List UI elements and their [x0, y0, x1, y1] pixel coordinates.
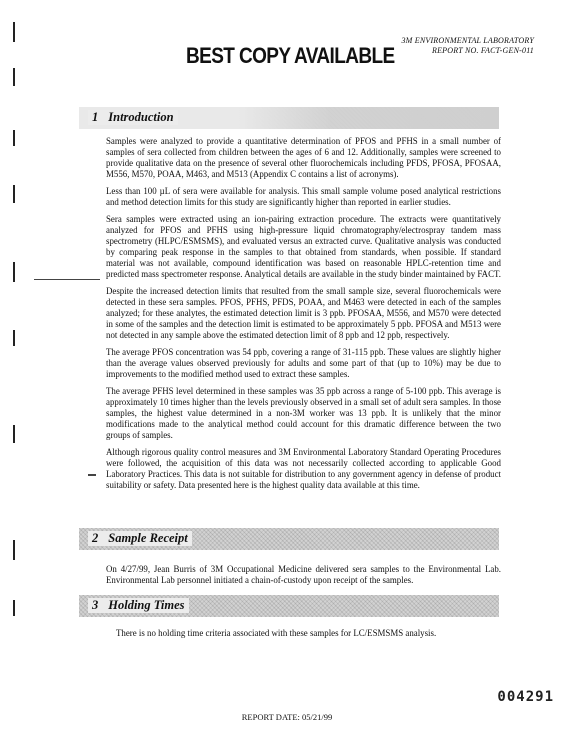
paragraph: The average PFOS concentration was 54 ppb, covering a range of 31-115 ppb. These values are slightly higher than the average values observed previously for adults and some part of that (up to 10%) may be due to improvements to the modified method used to extract these samples. — [106, 347, 501, 379]
paragraph: The average PFHS level determined in these samples was 35 ppb across a range of 5-100 ppb. This average is approximately 10 times higher than the levels previously observed in a small set of adult sera samples. In those samples, the highest value determined in a non-3M worker was 13 ppb. It is unlikely that the minor modifications made to the analytical method could account for this dramatic difference between the two groups of samples. — [106, 386, 501, 440]
section-number: 3 — [92, 598, 99, 612]
paragraph: Less than 100 µL of sera were available for analysis. This small sample volume posed analytical restrictions and method detection limits for this study are significantly higher than reported in earlier studies. — [106, 186, 501, 207]
binder-hole-mark — [13, 130, 15, 146]
binder-hole-mark — [13, 600, 15, 616]
introduction-body — [106, 136, 501, 497]
lab-header — [401, 36, 534, 56]
binder-hole-mark — [13, 425, 15, 443]
binder-hole-mark — [13, 68, 15, 86]
section-number: 1 — [92, 110, 99, 124]
section-header-holding-times — [79, 595, 499, 617]
margin-mark — [88, 474, 96, 476]
report-number: REPORT NO. FACT-GEN-011 — [431, 46, 534, 55]
section-title: Introduction — [108, 110, 174, 124]
holding-times-body — [116, 628, 501, 645]
document-number: 004291 — [497, 689, 554, 705]
best-copy-stamp: BEST COPY AVAILABLE — [186, 44, 395, 69]
section-title: Sample Receipt — [108, 531, 188, 545]
sample-receipt-body — [106, 564, 501, 592]
paragraph: On 4/27/99, Jean Burris of 3M Occupational Medicine delivered sera samples to the Environmental Lab. Environmental Lab personnel initiated a chain-of-custody upon receipt of the samples. — [106, 564, 501, 585]
report-date: REPORT DATE: 05/21/99 — [241, 712, 333, 722]
section-header-sample-receipt — [79, 528, 499, 550]
paragraph: Despite the increased detection limits that resulted from the small sample size, several fluorochemicals were detected in these sera samples. PFOS, PFHS, PFDS, POAA, and M463 were detected in each of the samples analyzed; for these analytes, the estimated detection limit is 3 ppb. PFOSAA, M556, and M570 were detected in some of the samples and the detection limit is estimated to be approximately 5 ppb. PFOSA and M513 were not detected in any sample above the estimated detection limit of 8 ppb and 12 ppb, respectively. — [106, 286, 501, 340]
section-number: 2 — [92, 531, 99, 545]
paragraph: Sera samples were extracted using an ion-pairing extraction procedure. The extracts were quantitatively analyzed for PFOS and PFHS using high-pressure liquid chromatography/electrospray tandem mass spectrometry (HLPC/ESMSMS), and evaluated versus an extracted curve. Qualitative analysis was conducted by comparing peak response in the samples to that obtained from standards, when possible. If standard material was not available, compound identification was based on reasonable HPLC-retention time and predicted mass spectrometer response. Analytical details are available in the study binder maintained by FACT. — [106, 214, 501, 279]
binder-hole-mark — [13, 22, 15, 42]
binder-hole-mark — [13, 185, 15, 203]
section-header-introduction — [79, 107, 499, 129]
lab-name: 3M ENVIRONMENTAL LABORATORY — [401, 36, 534, 45]
margin-mark — [34, 279, 100, 280]
paragraph: Samples were analyzed to provide a quantitative determination of PFOS and PFHS in a small number of samples of sera collected from children between the ages of 6 and 12. Additionally, samples were screened to provide qualitative data on the presence of several other fluorochemicals including PFDS, PFOSA, PFOSAA, M556, M570, POAA, M463, and M513 (Appendix C contains a list of acronyms). — [106, 136, 501, 179]
binder-hole-mark — [13, 540, 15, 560]
binder-hole-mark — [13, 262, 15, 282]
paragraph: There is no holding time criteria associated with these samples for LC/ESMSMS analysis. — [116, 628, 437, 638]
binder-hole-mark — [13, 330, 15, 346]
section-title: Holding Times — [108, 598, 185, 612]
paragraph: Although rigorous quality control measures and 3M Environmental Laboratory Standard Operating Procedures were followed, the acquisition of this data was not necessarily collected according to applicable Good Laboratory Practices. This data is not suitable for distribution to any government agency in defense of product suitability or safety. Data presented here is the highest quality data available at this time. — [106, 447, 501, 490]
